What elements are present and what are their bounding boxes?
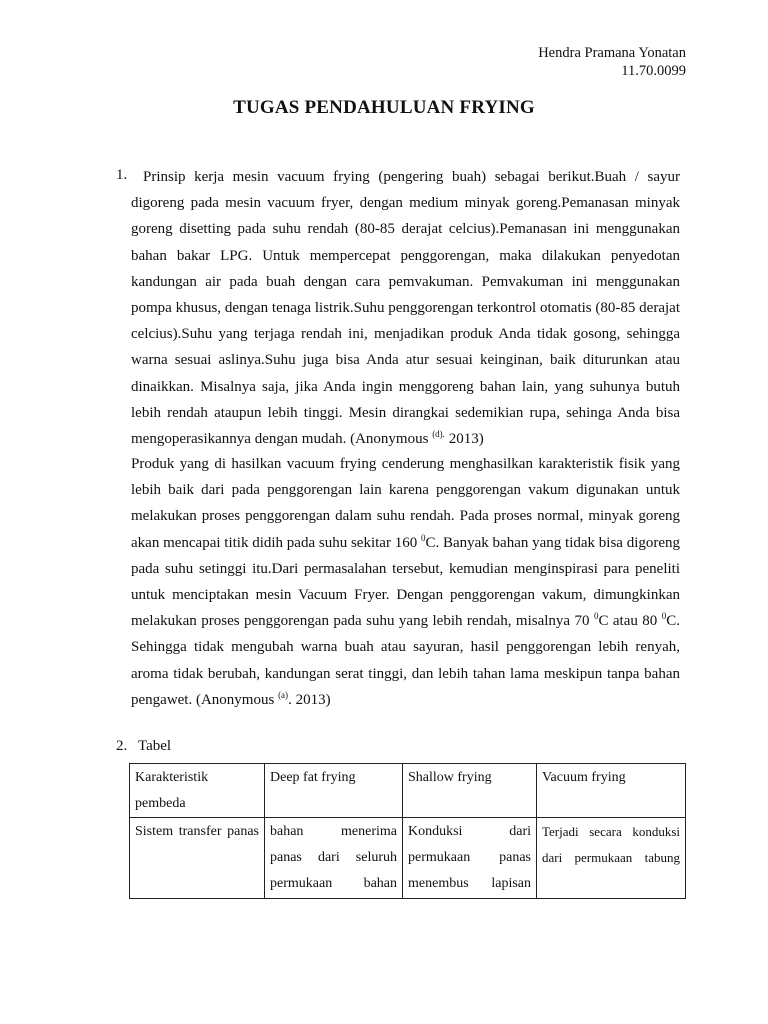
header-cell-characteristic: Karakteristik pembeda bbox=[130, 764, 265, 818]
superscript-degree-3: 0 bbox=[661, 611, 667, 622]
paragraph-1-year: 2013) bbox=[444, 431, 484, 448]
list-number-2: 2. bbox=[116, 738, 128, 754]
paragraph-vacuum-frying-product bbox=[131, 451, 680, 713]
cell-heat-transfer: Sistem transfer panas bbox=[130, 818, 265, 899]
citation-a: (a) bbox=[278, 689, 289, 700]
table-header-row bbox=[130, 764, 686, 818]
cell-vacuum-heat: Terjadi secara konduksi dari permukaan tabung bbox=[537, 818, 686, 899]
citation-d: (d). bbox=[432, 429, 445, 440]
header-cell-shallow: Shallow frying bbox=[403, 764, 537, 818]
paragraph-2-text-d: C. Sehingga tidak mengubah warna buah atau sayuran, hasil penggorengan lebih renyah, aroma tidak berubah, kandungan serat tinggi, dan lebih tahan lama meskipun tanpa bahan pengawet. (Anonymous bbox=[131, 613, 681, 708]
student-id: 11.70.0099 bbox=[621, 63, 686, 79]
paragraph-vacuum-frying-principle bbox=[131, 164, 680, 452]
superscript-degree-2: 0 bbox=[593, 611, 599, 622]
cell-deep-fat-heat: bahan menerima panas dari seluruh permukaan bahan bbox=[265, 818, 403, 899]
header-cell-vacuum: Vacuum frying bbox=[537, 764, 686, 818]
header-cell-deep-fat: Deep fat frying bbox=[265, 764, 403, 818]
cell-shallow-heat: Konduksi dari permukaan panas menembus lapisan bbox=[403, 818, 537, 899]
paragraph-1-text: Prinsip kerja mesin vacuum frying (pengering buah) sebagai berikut.Buah / sayur digoreng pada mesin vacuum fryer, dengan medium minyak goreng.Pemanasan minyak goreng disetting pada suhu rendah (80-85 derajat celcius).Pemanasan ini menggunakan bahan bakar LPG. Untuk mempercepat penggorengan, maka dilakukan penyedotan kandungan air pada buah dengan cara pemvakuman. Pemvakuman ini menggunakan pompa khusus, dengan tenaga listrik.Suhu penggorengan terkontrol otomatis (80-85 derajat celcius).Suhu yang terjaga rendah ini, menjadikan produk Anda tidak gosong, sehingga warna sesuai aslinya.Suhu juga bisa Anda atur sesuai keinginan, baik diturunkan atau dinaikkan. Misalnya saja, jika Anda ingin menggoreng bahan lain, yang suhunya butuh lebih rendah ataupun lebih tinggi. Mesin dirangkai sedemikian rupa, sehinga Anda bisa mengoperasikannya dengan mudah. (Anonymous bbox=[131, 169, 680, 448]
author-header bbox=[538, 44, 686, 80]
author-name: Hendra Pramana Yonatan bbox=[538, 45, 686, 61]
paragraph-2-text-a: Produk yang di hasilkan vacuum frying cenderung menghasilkan karakteristik fisik yang lebih baik dari pada penggorengan lain karena penggorengan vakum digunakan untuk melakukan proses penggorengan dalam suhu rendah. Pada proses normal, minyak goreng akan mencapai titik didih pada suhu sekitar 160 bbox=[131, 456, 680, 551]
table-row bbox=[130, 818, 686, 899]
page-title: TUGAS PENDAHULUAN FRYING bbox=[233, 97, 535, 118]
list-number-1: 1. bbox=[116, 167, 128, 183]
paragraph-2-text-b: C. Banyak bahan yang tidak bisa digoreng pada suhu setinggi itu.Dari permasalahan tersebut, kemudian menginspirasi para peneliti untuk menciptakan mesin Vacuum Fryer. Dengan penggorengan vakum, dimungkinkan melakukan proses penggorengan pada suhu yang lebih rendah, misalnya 70 bbox=[131, 534, 681, 630]
comparison-table bbox=[129, 763, 686, 899]
paragraph-2-text-c: C atau 80 bbox=[598, 613, 658, 630]
paragraph-2-year: . 2013) bbox=[288, 691, 331, 708]
table-label: Tabel bbox=[138, 738, 172, 754]
superscript-degree-1: 0 bbox=[420, 532, 426, 543]
